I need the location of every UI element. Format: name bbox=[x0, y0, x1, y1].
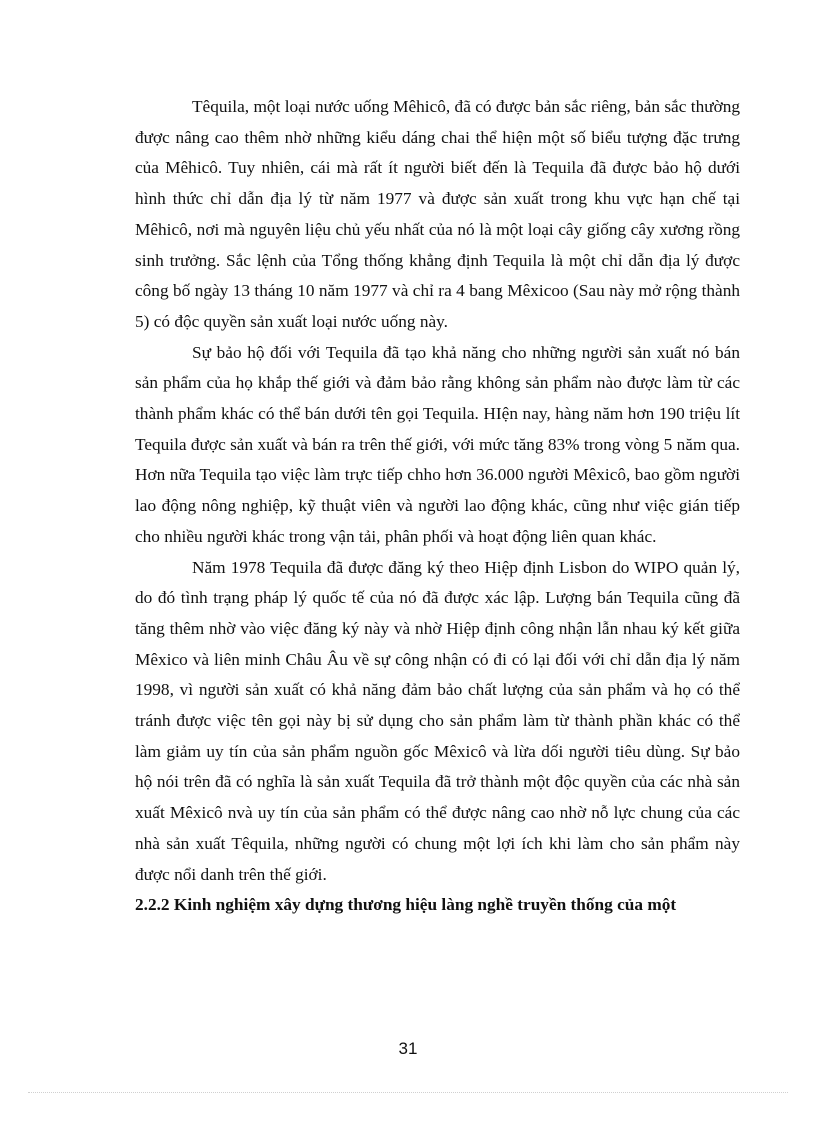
paragraph-tequila-protection: Sự bảo hộ đối với Tequila đã tạo khả năng cho những người sản xuất nó bán sản phẩm của họ khắp thế giới và đảm bảo rằng không sản phẩm nào được làm từ các thành phẩm khác có thể bán dưới tên gọi Tequila. HIện nay, hàng năm hơn 190 triệu lít Tequila được sản xuất và bán ra trên thế giới, với mức tăng 83% trong vòng 5 năm qua. Hơn nữa Tequila tạo việc làm trực tiếp chho hơn 36.000 người Mêxicô, bao gồm người lao động nông nghiệp, kỹ thuật viên và người lao động khác, cũng như việc gián tiếp cho nhiều người khác trong vận tải, phân phối và hoạt động liên quan khác. bbox=[135, 342, 740, 546]
paragraph-tequila-registration: Năm 1978 Tequila đã được đăng ký theo Hiệp định Lisbon do WIPO quản lý, do đó tình trạng pháp lý quốc tế của nó đã được xác lập. Lượng bán Tequila cũng đã tăng thêm nhờ vào việc đăng ký này và nhờ Hiệp định công nhận lẫn nhau ký kết giữa Mêxico và liên minh Châu Âu về sự công nhận có đi có lại đối với chỉ dẫn địa lý năm 1998, vì người sản xuất có khả năng đảm bảo chất lượng của sản phẩm và họ có thể tránh được việc tên gọi này bị sử dụng cho sản phẩm làm từ thành phần khác có thể làm giảm uy tín của sản phẩm nguồn gốc Mêxicô và lừa dối người tiêu dùng. Sự bảo hộ nói trên đã có nghĩa là sản xuất Tequila đã trở thành một độc quyền của các nhà sản xuất Mêxicô nvà uy tín của sản phẩm có thể được nâng cao nhờ nỗ lực chung của các nhà sản xuất Têquila, những người có chung một lợi ích khi làm cho sản phẩm này được nổi danh trên thế giới. bbox=[135, 557, 740, 884]
page-bottom-divider bbox=[28, 1092, 788, 1093]
section-heading: 2.2.2 Kinh nghiệm xây dựng thương hiệu làng nghề truyền thống của một bbox=[135, 895, 677, 915]
paragraph-tequila-identity: Têquila, một loại nước uống Mêhicô, đã có được bản sắc riêng, bản sắc thường được nâng cao thêm nhờ những kiểu dáng chai thể hiện một số biểu tượng đặc trưng của Mêhicô. Tuy nhiên, cái mà rất ít người biết đến là Tequila đã được bảo hộ dưới hình thức chỉ dẫn địa lý từ năm 1977 và được sản xuất trong khu vực hạn chế tại Mêhicô, nơi mà nguyên liệu chủ yếu nhất của nó là một loại cây giống cây xương rồng sinh trưởng. Sắc lệnh của Tổng thống khẳng định Tequila là một chỉ dẫn địa lý được công bố ngày 13 tháng 10 năm 1977 và chỉ ra 4 bang Mêxicoo (Sau này mở rộng thành 5) có độc quyền sản xuất loại nước uống này. bbox=[135, 97, 740, 331]
page-number: 31 bbox=[398, 1039, 418, 1058]
document-body bbox=[135, 92, 740, 921]
